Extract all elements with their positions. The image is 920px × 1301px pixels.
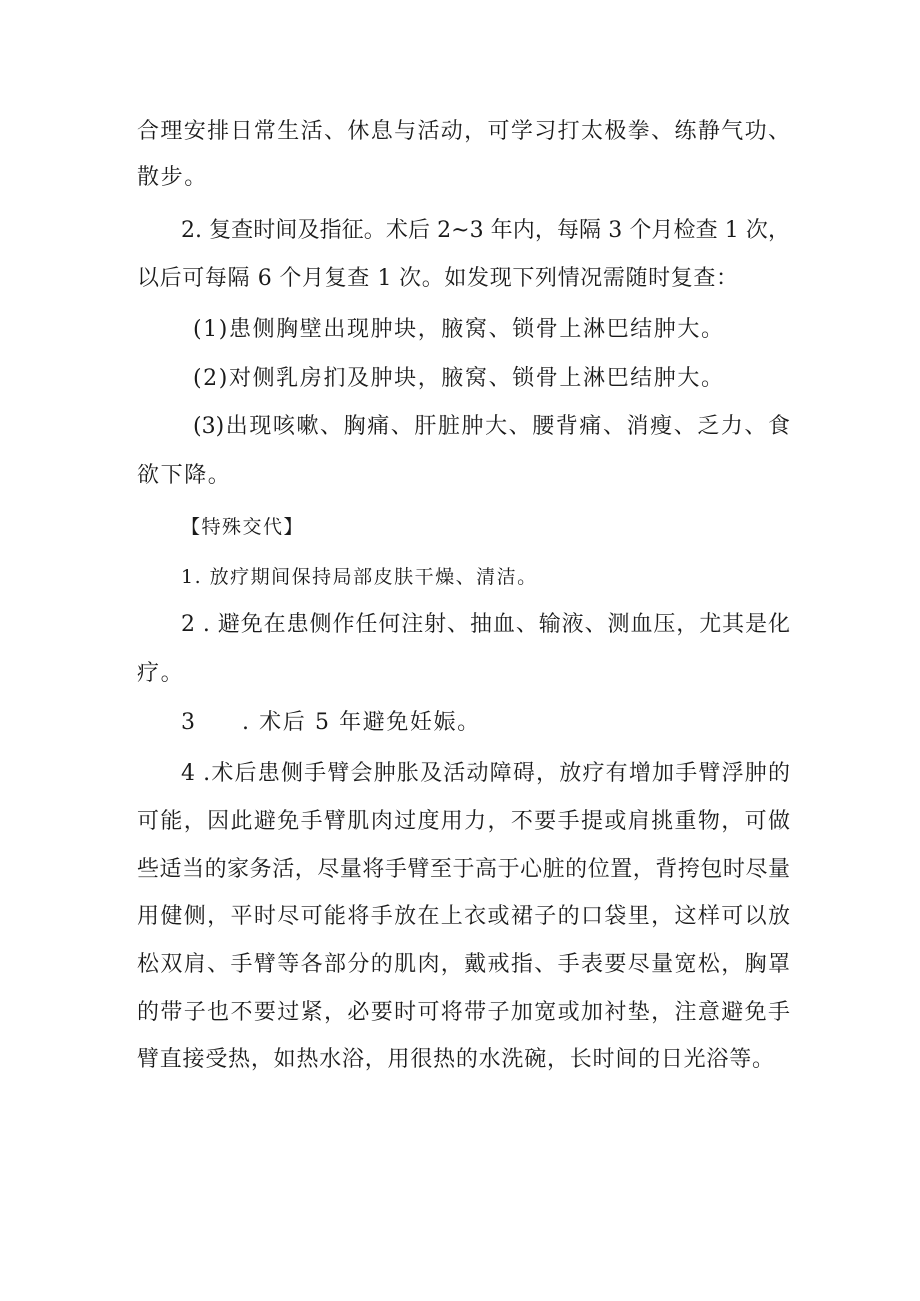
special-item-line: 些适当的家务活，尽量将手臂至于高于心脏的位置，背挎包时尽量	[137, 857, 790, 882]
paragraph-followup-line: 以后可每隔 6 个月复查 1 次。如发现下列情况需随时复查：	[137, 266, 738, 291]
condition-item-continuation: 欲下降。	[137, 463, 232, 488]
condition-item: (3)出现咳嗽、胸痛、肝脏肿大、腰背痛、消瘦、乏力、食	[193, 414, 790, 439]
condition-item: (2)对侧乳房扪及肿块，腋窝、锁骨上淋巴结肿大。	[193, 366, 725, 391]
special-item-line: 松双肩、手臂等各部分的肌肉，戴戒指、手表要尽量宽松，胸罩	[137, 952, 790, 977]
special-item-number: 3	[181, 710, 197, 735]
special-item-line: 的带子也不要过紧，必要时可将带子加宽或加衬垫，注意避免手	[137, 1000, 790, 1025]
special-item-line: 4 .术后患侧手臂会肿胀及活动障碍，放疗有增加手臂浮肿的	[181, 761, 790, 786]
paragraph-lifestyle-line: 散步。	[137, 165, 208, 190]
special-item: 1. 放疗期间保持局部皮肤干燥、清洁。	[181, 566, 538, 588]
paragraph-followup-line: 2. 复查时间及指征。术后 2~3 年内，每隔 3 个月检查 1 次，	[181, 218, 790, 243]
special-item-line: 可能，因此避免手臂肌肉过度用力，不要手提或肩挑重物，可做	[137, 809, 790, 834]
special-item: . 术后 5 年避免妊娠。	[242, 710, 481, 735]
section-heading: 【特殊交代】	[181, 516, 305, 538]
special-item: 2 . 避免在患侧作任何注射、抽血、输液、测血压，尤其是化	[181, 612, 790, 637]
special-item-continuation: 疗。	[137, 661, 185, 686]
special-item-line: 用健侧，平时尽可能将手放在上衣或裙子的口袋里，这样可以放	[137, 904, 790, 929]
special-item-line: 臂直接受热，如热水浴，用很热的水洗碗，长时间的日光浴等。	[137, 1047, 774, 1072]
paragraph-lifestyle-line: 合理安排日常生活、休息与活动，可学习打太极拳、练静气功、	[137, 119, 790, 144]
condition-item: (1)患侧胸壁出现肿块，腋窝、锁骨上淋巴结肿大。	[193, 317, 725, 342]
